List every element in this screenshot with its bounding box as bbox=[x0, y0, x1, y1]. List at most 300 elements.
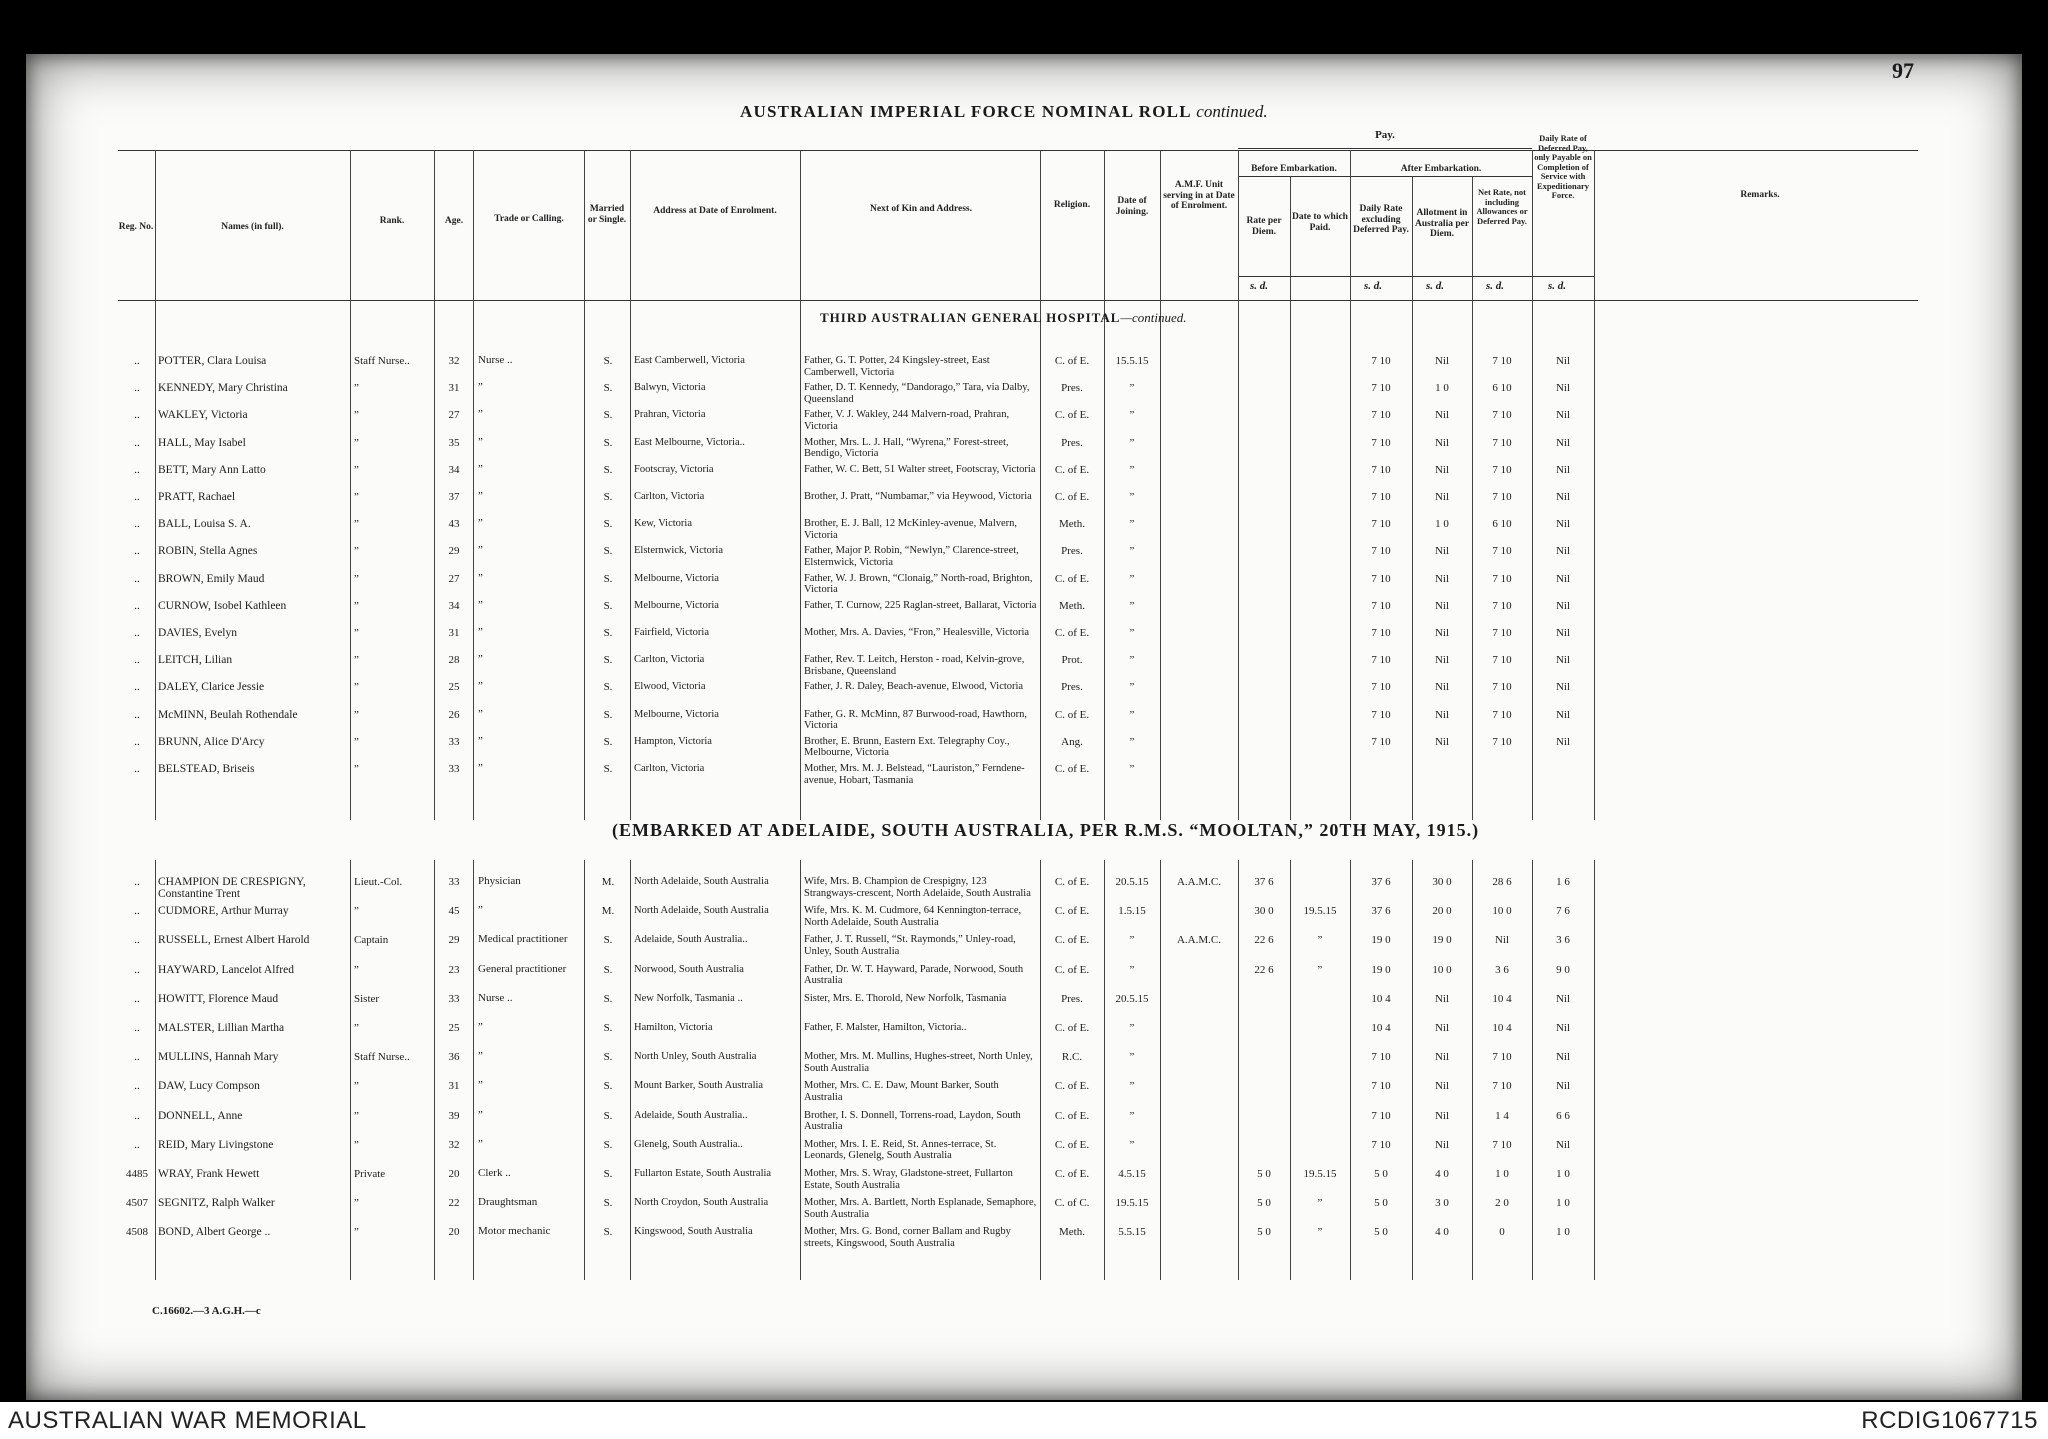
header-address: Address at Date of Enrolment. bbox=[653, 206, 777, 216]
member-name: BELSTEAD, Briseis bbox=[158, 763, 255, 775]
daily-rate: 5 0 bbox=[1374, 1197, 1388, 1210]
age: 31 bbox=[448, 627, 460, 639]
allotment: Nil bbox=[1434, 654, 1450, 667]
rank: ” bbox=[354, 382, 359, 395]
age: 25 bbox=[448, 1022, 460, 1034]
section-title-suffix: —continued. bbox=[1120, 310, 1187, 325]
trade-or-calling: Draughtsman bbox=[478, 1196, 538, 1209]
date-of-joining: ” bbox=[1129, 763, 1135, 775]
date-of-joining: 1.5.15 bbox=[1118, 905, 1146, 918]
col-line bbox=[155, 860, 156, 1280]
header-amf-unit: A.M.F. Unit serving in at Date of Enrolment. bbox=[1163, 180, 1235, 211]
member-name: LEITCH, Lilian bbox=[158, 654, 233, 667]
net-rate: 7 10 bbox=[1492, 708, 1512, 721]
next-of-kin: Father, D. T. Kennedy, “Dandorago,” Tara, via Dalby, Queensland bbox=[804, 382, 1030, 405]
date-of-joining: 4.5.15 bbox=[1118, 1168, 1146, 1180]
member-name: HALL, May Isabel bbox=[158, 436, 246, 449]
religion: Prot. bbox=[1061, 654, 1083, 667]
deferred-pay: Nil bbox=[1555, 1080, 1571, 1093]
rank: Staff Nurse.. bbox=[354, 355, 410, 367]
date-of-joining: 19.5.15 bbox=[1115, 1197, 1149, 1210]
net-rate: 7 10 bbox=[1492, 735, 1512, 748]
daily-rate: 5 0 bbox=[1374, 1226, 1388, 1239]
col-line bbox=[473, 860, 474, 1280]
marital-status: S. bbox=[603, 1226, 613, 1239]
next-of-kin: Sister, Mrs. E. Thorold, New Norfolk, Tasmania bbox=[804, 992, 1007, 1004]
marital-status: S. bbox=[603, 599, 613, 612]
reg-number: .. bbox=[134, 681, 140, 694]
reg-number: .. bbox=[134, 1080, 140, 1093]
member-name: DALEY, Clarice Jessie bbox=[158, 681, 265, 694]
archive-footer bbox=[0, 1402, 2048, 1439]
deferred-pay: 7 6 bbox=[1556, 905, 1570, 918]
trade-or-calling: ” bbox=[478, 904, 483, 917]
member-name: CHAMPION DE CRESPIGNY, Constantine Trent bbox=[158, 876, 306, 900]
allotment: Nil bbox=[1434, 627, 1450, 639]
trade-or-calling: ” bbox=[478, 490, 483, 502]
trade-or-calling: ” bbox=[478, 653, 483, 666]
trade-or-calling: Physician bbox=[478, 875, 521, 887]
col-line bbox=[1160, 860, 1161, 1280]
next-of-kin: Mother, Mrs. C. E. Daw, Mount Barker, South Australia bbox=[804, 1080, 999, 1103]
rank: ” bbox=[354, 572, 359, 585]
net-rate: 7 10 bbox=[1492, 463, 1512, 476]
marital-status: S. bbox=[603, 708, 613, 721]
religion: Meth. bbox=[1059, 518, 1085, 531]
deferred-pay: Nil bbox=[1555, 599, 1571, 612]
net-rate: 7 10 bbox=[1492, 681, 1512, 694]
daily-rate: 7 10 bbox=[1371, 545, 1391, 558]
religion: C. of E. bbox=[1054, 355, 1090, 367]
religion: C. of E. bbox=[1054, 491, 1090, 503]
next-of-kin: Father, J. R. Daley, Beach-avenue, Elwood, Victoria bbox=[804, 681, 1024, 693]
date-of-joining: ” bbox=[1129, 518, 1135, 531]
allotment: 10 0 bbox=[1432, 963, 1452, 976]
deferred-pay: Nil bbox=[1555, 1051, 1571, 1064]
deferred-pay: Nil bbox=[1555, 409, 1571, 422]
col-line bbox=[1594, 860, 1595, 1280]
member-name: HAYWARD, Lancelot Alfred bbox=[158, 963, 294, 976]
trade-or-calling: ” bbox=[478, 598, 483, 611]
daily-rate: 37 6 bbox=[1371, 876, 1391, 888]
reg-number: .. bbox=[134, 708, 140, 721]
rate-per-diem: 5 0 bbox=[1257, 1168, 1271, 1180]
age: 35 bbox=[448, 436, 460, 449]
rank: Lieut.-Col. bbox=[354, 876, 403, 888]
rank: ” bbox=[354, 681, 359, 694]
enrolment-address: Kingswood, South Australia bbox=[634, 1226, 753, 1238]
deferred-pay: Nil bbox=[1555, 992, 1571, 1005]
reg-number: .. bbox=[134, 409, 140, 422]
col-line bbox=[1412, 860, 1413, 1280]
header-date-paid: Date to which Paid. bbox=[1292, 212, 1348, 233]
member-name: BALL, Louisa S. A. bbox=[158, 518, 251, 531]
religion: C. of E. bbox=[1054, 876, 1090, 888]
next-of-kin: Mother, Mrs. S. Wray, Gladstone-street, Fullarton Estate, South Australia bbox=[804, 1168, 1013, 1191]
net-rate: 3 6 bbox=[1495, 963, 1509, 976]
trade-or-calling: ” bbox=[478, 381, 483, 394]
next-of-kin: Mother, Mrs. M. J. Belstead, “Lauriston,” Ferndene-avenue, Hobart, Tasmania bbox=[804, 763, 1025, 786]
before-after-rule bbox=[1238, 176, 1532, 177]
date-paid: 19.5.15 bbox=[1303, 905, 1337, 918]
rank: Private bbox=[354, 1168, 386, 1180]
deferred-pay: Nil bbox=[1555, 681, 1571, 694]
trade-or-calling: ” bbox=[478, 544, 483, 557]
member-name: McMINN, Beulah Rothendale bbox=[158, 708, 298, 721]
marital-status: S. bbox=[603, 963, 613, 976]
col-line bbox=[1594, 150, 1595, 820]
religion: C. of E. bbox=[1054, 708, 1090, 721]
date-of-joining: ” bbox=[1129, 654, 1135, 667]
member-name: SEGNITZ, Ralph Walker bbox=[158, 1197, 275, 1210]
enrolment-address: East Camberwell, Victoria bbox=[634, 355, 745, 366]
next-of-kin: Mother, Mrs. I. E. Reid, St. Annes-terrace, St. Leonards, Glenelg, South Australia bbox=[804, 1138, 997, 1162]
religion: C. of E. bbox=[1054, 763, 1090, 775]
religion: C. of E. bbox=[1054, 905, 1090, 918]
reg-number: .. bbox=[134, 1109, 140, 1122]
rank: Staff Nurse.. bbox=[354, 1051, 410, 1064]
date-paid: ” bbox=[1317, 963, 1323, 976]
rank: ” bbox=[354, 735, 359, 748]
daily-rate: 7 10 bbox=[1371, 355, 1391, 367]
member-name: BOND, Albert George .. bbox=[158, 1226, 271, 1239]
net-rate: 7 10 bbox=[1492, 545, 1512, 558]
enrolment-address: Prahran, Victoria bbox=[634, 409, 706, 421]
marital-status: S. bbox=[603, 1168, 613, 1180]
daily-rate: 7 10 bbox=[1371, 654, 1391, 667]
trade-or-calling: Motor mechanic bbox=[478, 1225, 551, 1238]
enrolment-address: Carlton, Victoria bbox=[634, 654, 705, 666]
header-trade: Trade or Calling. bbox=[494, 214, 564, 224]
age: 33 bbox=[448, 735, 460, 748]
rank: ” bbox=[354, 1109, 359, 1122]
col-line bbox=[350, 150, 351, 820]
reg-number: .. bbox=[134, 518, 140, 531]
daily-rate: 7 10 bbox=[1371, 1109, 1391, 1122]
reg-number: .. bbox=[134, 572, 140, 585]
deferred-pay: Nil bbox=[1555, 627, 1571, 639]
marital-status: S. bbox=[603, 518, 613, 531]
net-rate: 1 4 bbox=[1495, 1109, 1509, 1122]
reg-number: .. bbox=[134, 735, 140, 748]
trade-or-calling: ” bbox=[478, 408, 483, 421]
reg-number: .. bbox=[134, 436, 140, 449]
reg-number: .. bbox=[134, 963, 140, 976]
net-rate: 1 0 bbox=[1495, 1168, 1509, 1180]
deferred-pay: Nil bbox=[1555, 735, 1571, 748]
col-line bbox=[1040, 150, 1041, 820]
marital-status: S. bbox=[603, 1051, 613, 1064]
rate-per-diem: 5 0 bbox=[1257, 1226, 1271, 1239]
reg-number: 4485 bbox=[126, 1168, 148, 1180]
deferred-pay: 6 6 bbox=[1556, 1109, 1570, 1122]
pay-subrule bbox=[1238, 148, 1532, 149]
reg-number: .. bbox=[134, 876, 140, 888]
reg-number: .. bbox=[134, 599, 140, 612]
member-name: REID, Mary Livingstone bbox=[158, 1138, 274, 1151]
enrolment-address: Melbourne, Victoria bbox=[634, 572, 719, 584]
reg-number: .. bbox=[134, 934, 140, 947]
date-paid: ” bbox=[1317, 934, 1323, 947]
member-name: PRATT, Rachael bbox=[158, 491, 236, 503]
daily-rate: 7 10 bbox=[1371, 491, 1391, 503]
age: 34 bbox=[448, 463, 460, 476]
header-married: Married or Single. bbox=[587, 204, 627, 225]
amf-unit: A.A.M.C. bbox=[1176, 934, 1221, 947]
trade-or-calling: ” bbox=[478, 1050, 483, 1063]
col-line bbox=[1160, 150, 1161, 820]
rank: ” bbox=[354, 627, 359, 639]
header-bottom-rule bbox=[118, 300, 1918, 301]
col-line bbox=[155, 150, 156, 820]
reg-number: .. bbox=[134, 491, 140, 503]
age: 43 bbox=[448, 518, 460, 531]
date-of-joining: ” bbox=[1129, 545, 1135, 558]
date-paid: ” bbox=[1317, 1197, 1323, 1210]
header-deferred-pay: Daily Rate of Deferred Pay, only Payable on Completion of Service with Expeditionary Force. bbox=[1534, 133, 1592, 200]
allotment: Nil bbox=[1434, 1051, 1450, 1064]
reg-number: .. bbox=[134, 1138, 140, 1151]
daily-rate: 19 0 bbox=[1371, 934, 1391, 947]
date-paid: ” bbox=[1317, 1226, 1323, 1239]
enrolment-address: Kew, Victoria bbox=[634, 518, 692, 530]
trade-or-calling: Medical practitioner bbox=[478, 933, 568, 946]
allotment: Nil bbox=[1434, 463, 1450, 476]
age: 28 bbox=[448, 654, 460, 667]
header-pay: Pay. bbox=[1375, 129, 1395, 141]
header-top-rule bbox=[118, 150, 1918, 151]
form-code: C.16602.—3 A.G.H.—c bbox=[152, 1305, 261, 1317]
net-rate: 7 10 bbox=[1492, 491, 1512, 503]
member-name: BROWN, Emily Maud bbox=[158, 572, 265, 585]
trade-or-calling: Clerk .. bbox=[478, 1167, 511, 1179]
religion: Pres. bbox=[1061, 545, 1083, 558]
next-of-kin: Father, V. J. Wakley, 244 Malvern-road, Prahran, Victoria bbox=[804, 409, 1010, 432]
deferred-pay: Nil bbox=[1555, 572, 1571, 585]
trade-or-calling: ” bbox=[478, 762, 483, 774]
member-name: MULLINS, Hannah Mary bbox=[158, 1051, 279, 1064]
member-name: CUDMORE, Arthur Murray bbox=[158, 905, 289, 918]
religion: Meth. bbox=[1059, 1226, 1085, 1239]
deferred-pay: 1 0 bbox=[1556, 1168, 1570, 1180]
date-of-joining: ” bbox=[1129, 463, 1135, 476]
member-name: BETT, Mary Ann Latto bbox=[158, 463, 266, 476]
col-line bbox=[1350, 860, 1351, 1280]
trade-or-calling: ” bbox=[478, 1137, 483, 1150]
deferred-pay: Nil bbox=[1555, 1138, 1571, 1151]
header-religion: Religion. bbox=[1053, 200, 1091, 210]
deferred-pay: Nil bbox=[1555, 463, 1571, 476]
reg-number: .. bbox=[134, 1051, 140, 1064]
member-name: DAVIES, Evelyn bbox=[158, 627, 238, 639]
age: 45 bbox=[448, 905, 460, 918]
enrolment-address: Elwood, Victoria bbox=[634, 681, 706, 693]
date-of-joining: ” bbox=[1129, 382, 1135, 395]
member-name: WRAY, Frank Hewett bbox=[158, 1168, 260, 1180]
religion: Pres. bbox=[1061, 681, 1083, 694]
age: 29 bbox=[448, 934, 460, 947]
religion: C. of E. bbox=[1054, 1080, 1090, 1093]
member-name: KENNEDY, Mary Christina bbox=[158, 382, 288, 395]
enrolment-address: East Melbourne, Victoria.. bbox=[634, 436, 745, 448]
unit-label: s. d. bbox=[1250, 280, 1269, 292]
col-line bbox=[800, 860, 801, 1280]
section-title-embarked: (EMBARKED AT ADELAIDE, SOUTH AUSTRALIA, PER R.M.S. “MOOLTAN,” 20TH MAY, 1915.) bbox=[612, 820, 1480, 840]
date-of-joining: ” bbox=[1129, 963, 1135, 976]
member-name: RUSSELL, Ernest Albert Harold bbox=[158, 934, 310, 947]
date-of-joining: 20.5.15 bbox=[1115, 992, 1149, 1005]
date-of-joining: ” bbox=[1129, 436, 1135, 449]
next-of-kin: Wife, Mrs. B. Champion de Crespigny, 123 Strangways-crescent, North Adelaide, South Australia bbox=[804, 876, 1031, 899]
enrolment-address: Elsternwick, Victoria bbox=[634, 545, 723, 557]
allotment: 1 0 bbox=[1435, 518, 1449, 531]
rank: ” bbox=[354, 708, 359, 721]
religion: Meth. bbox=[1059, 599, 1085, 612]
col-line bbox=[1104, 860, 1105, 1280]
daily-rate: 10 4 bbox=[1371, 992, 1391, 1005]
next-of-kin: Brother, J. Pratt, “Numbamar,” via Heywood, Victoria bbox=[804, 491, 1032, 502]
allotment: 19 0 bbox=[1432, 934, 1452, 947]
allotment: Nil bbox=[1434, 992, 1450, 1005]
reg-number: .. bbox=[134, 545, 140, 558]
age: 23 bbox=[448, 963, 460, 976]
allotment: Nil bbox=[1434, 409, 1450, 422]
religion: C. of E. bbox=[1054, 1022, 1090, 1034]
member-name: WAKLEY, Victoria bbox=[158, 409, 248, 422]
member-name: MALSTER, Lillian Martha bbox=[158, 1022, 285, 1034]
deferred-pay: 1 0 bbox=[1556, 1226, 1570, 1239]
age: 20 bbox=[448, 1168, 460, 1180]
section-title-text: THIRD AUSTRALIAN GENERAL HOSPITAL bbox=[820, 310, 1121, 325]
marital-status: S. bbox=[603, 1109, 613, 1122]
header-rate-per-diem: Rate per Diem. bbox=[1246, 216, 1282, 237]
deferred-pay: 3 6 bbox=[1556, 934, 1570, 947]
deferred-pay: 9 0 bbox=[1556, 963, 1570, 976]
next-of-kin: Father, W. J. Brown, “Clonaig,” North-road, Brighton, Victoria bbox=[804, 572, 1033, 596]
header-age: Age. bbox=[444, 216, 464, 226]
rate-per-diem: 22 6 bbox=[1254, 963, 1274, 976]
religion: Pres. bbox=[1061, 382, 1083, 395]
allotment: Nil bbox=[1434, 436, 1450, 449]
date-of-joining: 5.5.15 bbox=[1118, 1226, 1146, 1239]
reg-number: .. bbox=[134, 905, 140, 918]
rank: ” bbox=[354, 463, 359, 476]
allotment: Nil bbox=[1434, 545, 1450, 558]
net-rate: 7 10 bbox=[1492, 599, 1512, 612]
title-suffix: continued. bbox=[1196, 102, 1268, 121]
next-of-kin: Mother, Mrs. L. J. Hall, “Wyrena,” Forest-street, Bendigo, Victoria bbox=[804, 436, 1009, 460]
net-rate: 7 10 bbox=[1492, 1138, 1512, 1151]
marital-status: S. bbox=[603, 545, 613, 558]
col-line bbox=[1412, 176, 1413, 820]
member-name: DONNELL, Anne bbox=[158, 1109, 243, 1122]
rank: Sister bbox=[354, 992, 380, 1005]
net-rate: 7 10 bbox=[1492, 1080, 1512, 1093]
col-line bbox=[1290, 176, 1291, 820]
religion: C. of E. bbox=[1054, 1138, 1090, 1151]
date-of-joining: 20.5.15 bbox=[1115, 876, 1149, 888]
unit-label: s. d. bbox=[1548, 280, 1567, 292]
age: 36 bbox=[448, 1051, 460, 1064]
reg-number: 4507 bbox=[126, 1197, 148, 1210]
net-rate: 7 10 bbox=[1492, 409, 1512, 422]
religion: C. of E. bbox=[1054, 963, 1090, 976]
member-name: POTTER, Clara Louisa bbox=[158, 355, 267, 367]
amf-unit: A.A.M.C. bbox=[1176, 876, 1221, 888]
enrolment-address: Fullarton Estate, South Australia bbox=[634, 1168, 772, 1179]
age: 33 bbox=[448, 763, 460, 775]
col-line bbox=[800, 150, 801, 820]
member-name: BRUNN, Alice D'Arcy bbox=[158, 735, 265, 748]
rank: ” bbox=[354, 1022, 359, 1034]
page-title bbox=[740, 102, 1268, 122]
marital-status: S. bbox=[603, 382, 613, 395]
rank: ” bbox=[354, 1080, 359, 1093]
trade-or-calling: ” bbox=[478, 517, 483, 530]
daily-rate: 37 6 bbox=[1371, 905, 1391, 918]
enrolment-address: Carlton, Victoria bbox=[634, 491, 705, 502]
rank: ” bbox=[354, 491, 359, 503]
next-of-kin: Brother, E. Brunn, Eastern Ext. Telegraphy Coy., Melbourne, Victoria bbox=[804, 735, 1010, 759]
reg-number: .. bbox=[134, 355, 140, 367]
rate-per-diem: 5 0 bbox=[1257, 1197, 1271, 1210]
trade-or-calling: ” bbox=[478, 626, 483, 638]
date-of-joining: ” bbox=[1129, 735, 1135, 748]
trade-or-calling: ” bbox=[478, 1079, 483, 1092]
enrolment-address: Adelaide, South Australia.. bbox=[634, 1109, 748, 1121]
marital-status: S. bbox=[603, 1138, 613, 1151]
col-line bbox=[1290, 860, 1291, 1280]
marital-status: S. bbox=[603, 654, 613, 667]
enrolment-address: North Adelaide, South Australia bbox=[634, 905, 769, 917]
reg-number: .. bbox=[134, 1022, 140, 1034]
deferred-pay: Nil bbox=[1555, 382, 1571, 395]
religion: Pres. bbox=[1061, 992, 1083, 1005]
daily-rate: 10 4 bbox=[1371, 1022, 1391, 1034]
daily-rate: 7 10 bbox=[1371, 436, 1391, 449]
date-of-joining: ” bbox=[1129, 491, 1135, 503]
age: 27 bbox=[448, 572, 460, 585]
daily-rate: 7 10 bbox=[1371, 735, 1391, 748]
age: 22 bbox=[448, 1197, 460, 1210]
net-rate: 2 0 bbox=[1495, 1197, 1509, 1210]
col-line bbox=[1532, 150, 1533, 820]
deferred-pay: 1 0 bbox=[1556, 1197, 1570, 1210]
next-of-kin: Father, G. R. McMinn, 87 Burwood-road, Hawthorn, Victoria bbox=[804, 708, 1027, 732]
allotment: Nil bbox=[1434, 355, 1450, 367]
header-daily-rate: Daily Rate excluding Deferred Pay. bbox=[1353, 204, 1409, 235]
allotment: Nil bbox=[1434, 1138, 1450, 1151]
religion: C. of C. bbox=[1054, 1197, 1090, 1210]
next-of-kin: Father, F. Malster, Hamilton, Victoria.. bbox=[804, 1022, 967, 1033]
rank: ” bbox=[354, 545, 359, 558]
daily-rate: 7 10 bbox=[1371, 572, 1391, 585]
header-remarks: Remarks. bbox=[1740, 190, 1780, 200]
enrolment-address: Glenelg, South Australia.. bbox=[634, 1138, 743, 1150]
enrolment-address: North Unley, South Australia bbox=[634, 1051, 757, 1063]
trade-or-calling: Nurse .. bbox=[478, 354, 513, 366]
daily-rate: 7 10 bbox=[1371, 518, 1391, 531]
unit-label: s. d. bbox=[1364, 280, 1383, 292]
daily-rate: 7 10 bbox=[1371, 708, 1391, 721]
deferred-pay: 1 6 bbox=[1556, 876, 1570, 888]
next-of-kin: Mother, Mrs. M. Mullins, Hughes-street, North Unley, South Australia bbox=[804, 1051, 1033, 1074]
deferred-pay: Nil bbox=[1555, 545, 1571, 558]
header-reg-no: Reg. No. bbox=[118, 222, 154, 232]
religion: C. of E. bbox=[1054, 463, 1090, 476]
enrolment-address: Carlton, Victoria bbox=[634, 763, 705, 774]
deferred-pay: Nil bbox=[1555, 355, 1571, 367]
